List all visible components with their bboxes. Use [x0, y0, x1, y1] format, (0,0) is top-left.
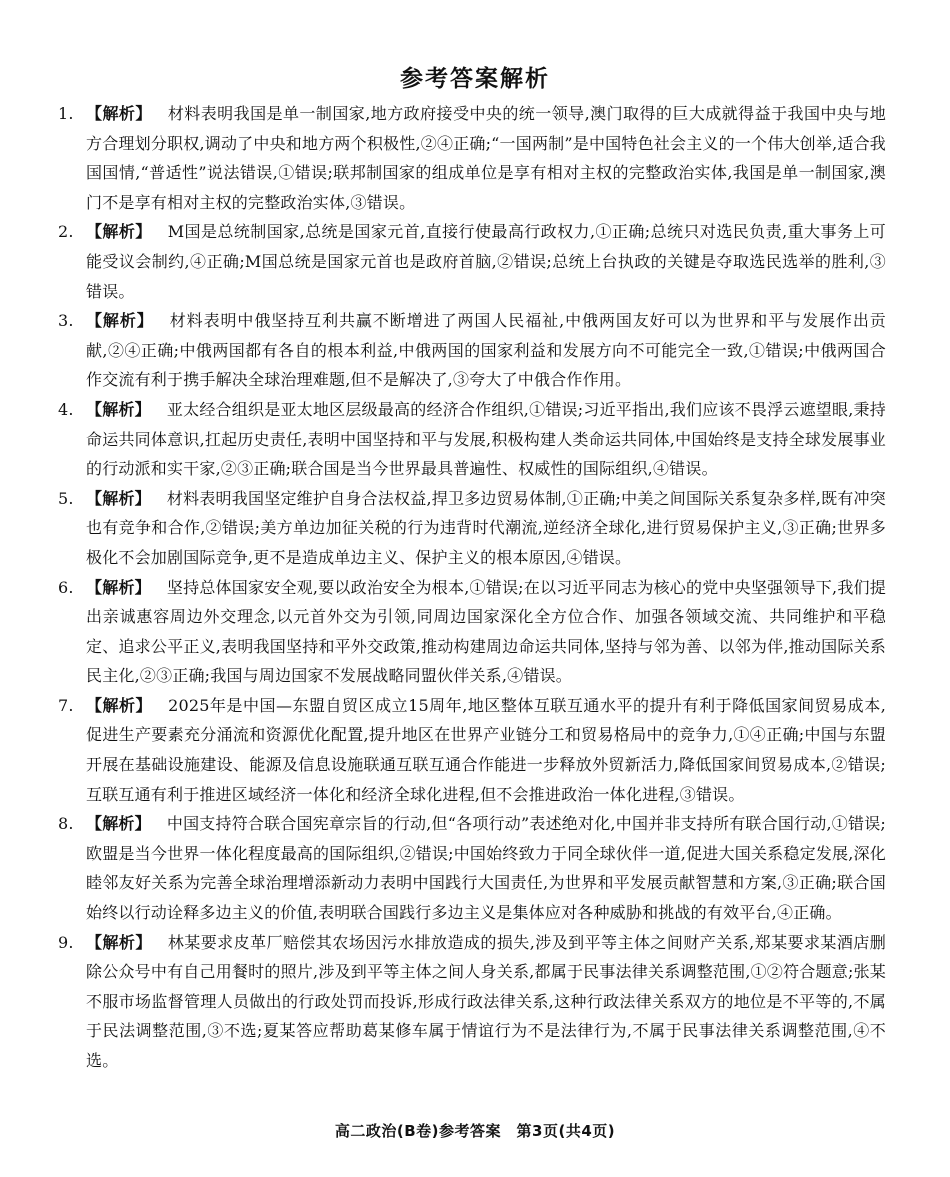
answer-item-5: [58, 484, 886, 573]
answer-item-6: [58, 573, 886, 691]
answer-item-3: [58, 306, 886, 395]
page-title: 参考答案解析: [400, 66, 550, 92]
item-text: 坚持总体国家安全观,要以政治安全为根本,①错误;在以习近平同志为核心的党中央坚强领导下,我们提出亲诚惠容周边外交理念,以元首外交为引领,同周边国家深化全方位合作、加强各领域交流、共同维护和平稳定、追求公平正义,表明我国坚持和平外交政策,推动构建周边命运共同体,坚持与邻为善、以邻为伴,推动国际关系民主化,②③正确;我国与周边国家不发展战略同盟伙伴关系,④错误。: [86, 577, 886, 686]
item-text: 材料表明我国是单一制国家,地方政府接受中央的统一领导,澳门取得的巨大成就得益于我国中央与地方合理划分职权,调动了中央和地方两个积极性,②④正确;“一国两制”是中国特色社会主义的一个伟大创举,适合我国国情,“普适性”说法错误,①错误;联邦制国家的组成单位是享有相对主权的完整政治实体,我国是单一制国家,澳门不是享有相对主权的完整政治实体,③错误。: [86, 104, 886, 212]
item-text: 林某要求皮革厂赔偿其农场因污水排放造成的损失,涉及到平等主体之间财产关系,郑某要求某酒店删除公众号中有自己用餐时的照片,涉及到平等主体之间人身关系,都属于民事法律关系调整范围,①②符合题意;张某不服市场监督管理人员做出的行政处罚而投诉,形成行政法律关系,这种行政法律关系双方的地位是不平等的,不属于民法调整范围,③不选;夏某答应帮助葛某修车属于情谊行为不是法律行为,不属于民事法律关系调整范围,④不选。: [86, 932, 886, 1070]
item-number: 5.: [58, 488, 74, 508]
item-text: 亚太经合组织是亚太地区层级最高的经济合作组织,①错误;习近平指出,我们应该不畏浮云遮望眼,秉持命运共同体意识,扛起历史责任,表明中国坚持和平与发展,积极构建人类命运共同体,中国始终是支持全球发展事业的行动派和实干家,②③正确;联合国是当今世界最具普遍性、权威性的国际组织,④错误。: [86, 399, 886, 479]
item-number: 3.: [58, 311, 74, 331]
analysis-tag: 【解析】: [86, 695, 153, 715]
analysis-tag: 【解析】: [86, 932, 152, 952]
item-number: 9.: [58, 932, 74, 952]
item-number: 8.: [58, 814, 74, 834]
analysis-tag: 【解析】: [86, 488, 151, 508]
item-text: 2025年是中国—东盟自贸区成立15周年,地区整体互联互通水平的提升有利于降低国家间贸易成本,促进生产要素充分涌流和资源优化配置,提升地区在世界产业链分工和贸易格局中的竞争力,①④正确;中国与东盟开展在基础设施建设、能源及信息设施联通互联互通合作能进一步释放外贸新活力,降低国家间贸易成本,②错误;互联互通有利于推进区域经济一体化和经济全球化进程,但不会推进政治一体化进程,③错误。: [86, 695, 886, 804]
answer-item-7: [58, 691, 886, 809]
item-text: 材料表明我国坚定维护自身合法权益,捍卫多边贸易体制,①正确;中美之间国际关系复杂多样,既有冲突也有竞争和合作,②错误;美方单边加征关税的行为违背时代潮流,逆经济全球化,进行贸易保护主义,③正确;世界多极化不会加剧国际竞争,更不是造成单边主义、保护主义的根本原因,④错误。: [86, 488, 886, 567]
item-text: M国是总统制国家,总统是国家元首,直接行使最高行政权力,①正确;总统只对选民负责,重大事务上可能受议会制约,④正确;M国总统是国家元首也是政府首脑,②错误;总统上台执政的关键是夺取选民选举的胜利,③错误。: [86, 222, 886, 301]
item-number: 1.: [58, 104, 74, 123]
item-text: 中国支持符合联合国宪章宗旨的行动,但“各项行动”表述绝对化,中国并非支持所有联合国行动,①错误;欧盟是当今世界一体化程度最高的国际组织,②错误;中国始终致力于同全球伙伴一道,促进大国关系稳定发展,深化睦邻友好关系为完善全球治理增添新动力表明中国践行大国责任,为世界和平发展贡献智慧和方案,③正确;联合国始终以行动诠释多边主义的价值,表明联合国践行多边主义是集体应对各种威胁和挑战的有效平台,④正确。: [86, 814, 887, 923]
analysis-tag: 【解析】: [86, 814, 151, 834]
item-number: 2.: [58, 222, 74, 242]
answer-list: [58, 99, 886, 1076]
answer-item-2: [58, 217, 886, 306]
answer-item-1: [58, 99, 886, 217]
item-text: 材料表明中俄坚持互利共赢不断增进了两国人民福祉,中俄两国友好可以为世界和平与发展作出贡献,②④正确;中俄两国都有各自的根本利益,中俄两国的国家利益和发展方向不可能完全一致,①错误;中俄两国合作交流有利于携手解决全球治理难题,但不是解决了,③夸大了中俄合作作用。: [86, 311, 886, 390]
analysis-tag: 【解析】: [86, 222, 152, 242]
analysis-tag: 【解析】: [86, 104, 152, 123]
answer-item-4: [58, 395, 886, 484]
answer-item-8: [58, 809, 886, 927]
page-footer: 高二政治(B卷)参考答案 第3页(共4页): [334, 1122, 616, 1140]
analysis-tag: 【解析】: [86, 399, 151, 419]
analysis-tag: 【解析】: [86, 577, 151, 597]
answer-item-9: [58, 928, 886, 1076]
item-number: 4.: [58, 399, 74, 419]
analysis-tag: 【解析】: [86, 311, 154, 331]
item-number: 7.: [58, 695, 74, 715]
item-number: 6.: [58, 577, 74, 597]
